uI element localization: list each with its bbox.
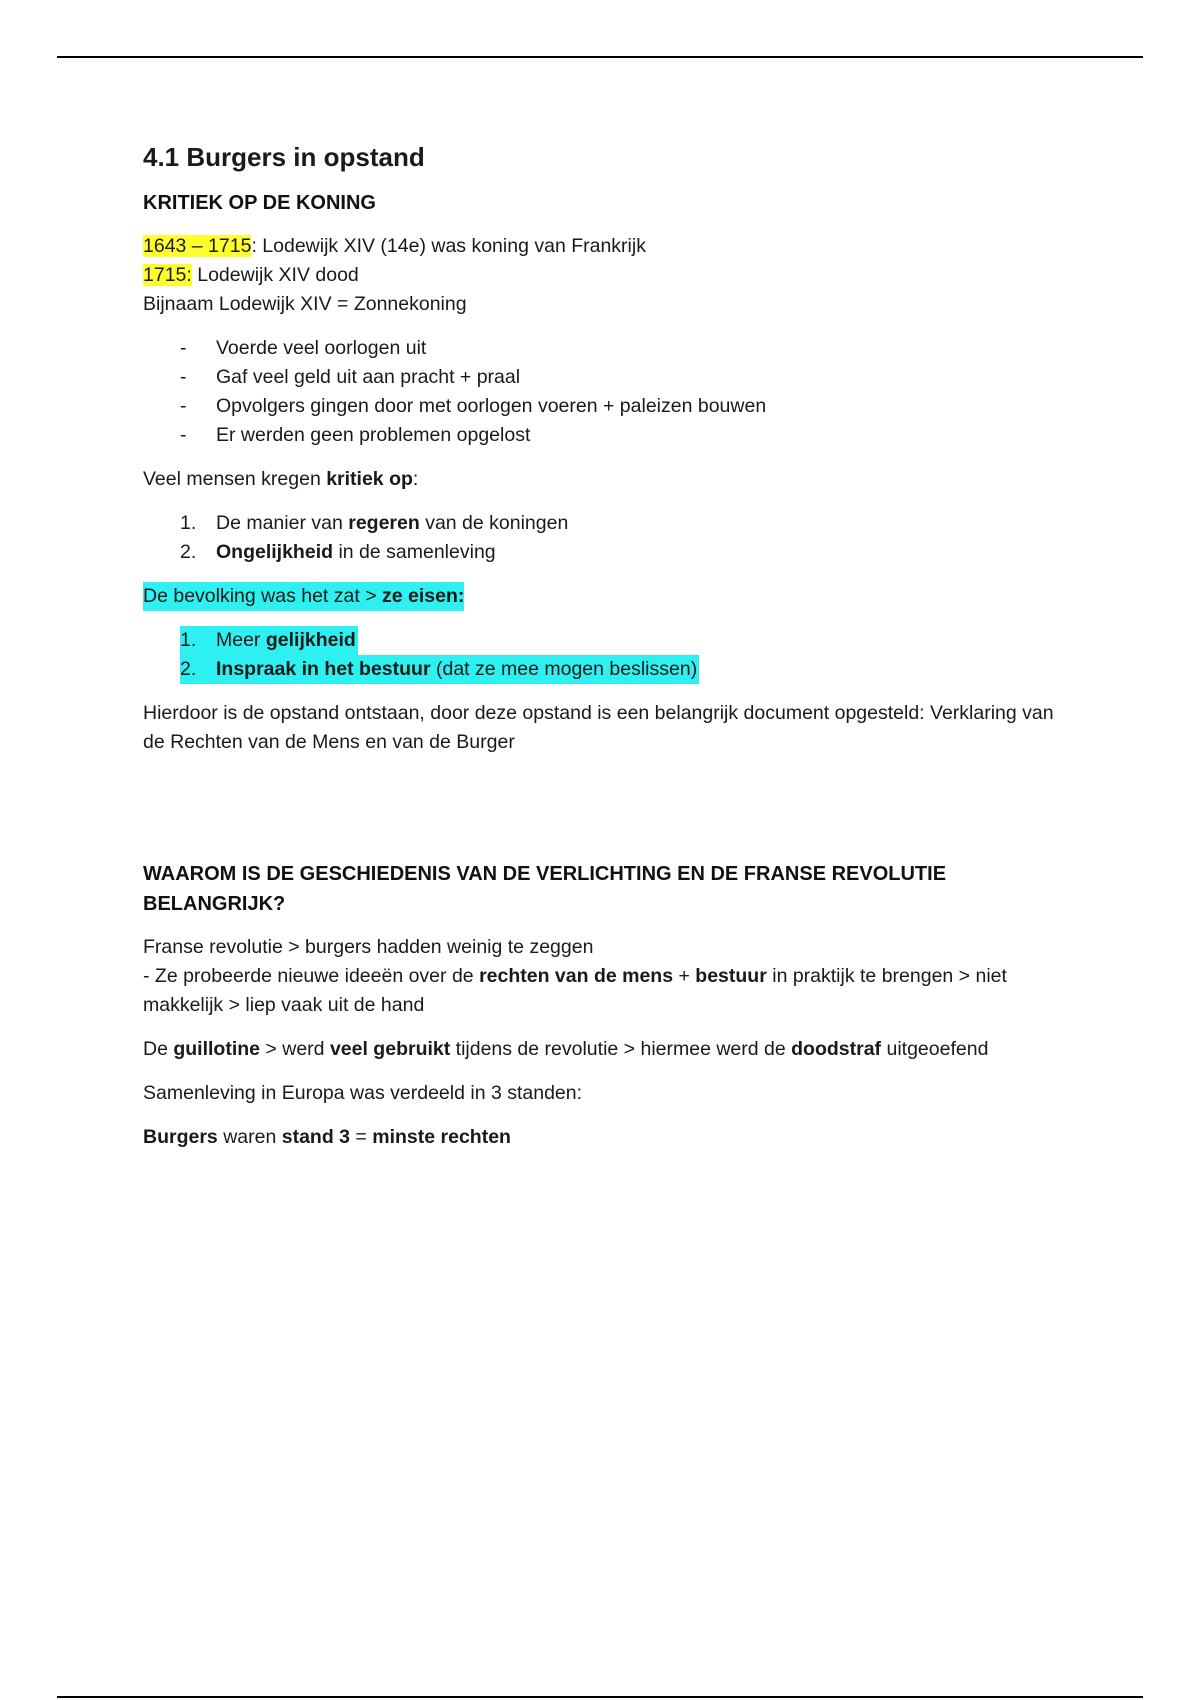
burgers-text: waren	[217, 1126, 282, 1148]
list-item-text: Opvolgers gingen door met oorlogen voeren + paleizen bouwen	[216, 395, 767, 417]
guillotine-text: uitgeoefend	[881, 1038, 989, 1060]
spacer	[143, 757, 1073, 859]
kritiek-intro-bold: kritiek op	[326, 468, 413, 490]
highlight-date-death: 1715:	[143, 264, 192, 286]
eisen-intro-text: De bevolking was het zat >	[143, 585, 383, 607]
list-number: 1.	[180, 629, 197, 651]
ideeen-line	[143, 962, 1073, 1020]
list-item	[143, 421, 1073, 450]
highlight-eisen	[143, 582, 464, 611]
header-rule	[57, 56, 1143, 58]
burgers-bold: stand 3	[281, 1126, 351, 1148]
list-item	[143, 392, 1073, 421]
revolutie-line: Franse revolutie > burgers hadden weinig te zeggen	[143, 936, 594, 958]
guillotine-bold: veel gebruikt	[329, 1038, 451, 1060]
ideeen-bold: bestuur	[695, 965, 767, 987]
date-line-reign	[143, 232, 1073, 261]
burgers-bold: minste rechten	[372, 1126, 511, 1148]
list-item-text: (dat ze mee mogen beslissen)	[430, 658, 698, 680]
list-number: 1.	[180, 512, 197, 534]
list-item-text: in de samenleving	[333, 541, 496, 563]
kritiek-intro-text: Veel mensen kregen	[143, 468, 327, 490]
dash-marker: -	[180, 366, 187, 388]
list-item	[143, 538, 1073, 567]
list-item-text: van de koningen	[419, 512, 569, 534]
highlight-date-reign: 1643 – 1715	[143, 235, 252, 257]
list-item-text: Er werden geen problemen opgelost	[216, 424, 531, 446]
guillotine-bold: guillotine	[173, 1038, 261, 1060]
kritiek-list	[143, 509, 1073, 567]
highlight-eisen-item	[180, 655, 699, 684]
dates-block	[143, 232, 1073, 319]
date-line-reign-text: : Lodewijk XIV (14e) was koning van Frankrijk	[251, 235, 646, 257]
burgers-text: =	[350, 1126, 373, 1148]
eisen-intro-bold: ze eisen:	[382, 585, 465, 607]
list-item-text: De manier van	[216, 512, 349, 534]
list-item-bold: Inspraak in het bestuur	[216, 658, 431, 680]
guillotine-line	[143, 1035, 1073, 1064]
list-item-bold: Ongelijkheid	[216, 541, 334, 563]
highlight-eisen-item	[180, 626, 358, 655]
list-item	[143, 626, 1073, 655]
list-item	[143, 509, 1073, 538]
guillotine-bold: doodstraf	[791, 1038, 882, 1060]
closing-paragraph: Hierdoor is de opstand ontstaan, door deze opstand is een belangrijk document opgesteld: Verklaring van de Rechten van de Mens en van de Burger	[143, 702, 1054, 753]
standen-line: Samenleving in Europa was verdeeld in 3 standen:	[143, 1082, 583, 1104]
date-line-death	[143, 261, 1073, 290]
guillotine-text: > werd	[260, 1038, 330, 1060]
section-heading-kritiek: KRITIEK OP DE KONING	[143, 192, 376, 214]
dash-marker: -	[180, 337, 187, 359]
dash-marker: -	[180, 395, 187, 417]
nickname-line: Bijnaam Lodewijk XIV = Zonnekoning	[143, 293, 467, 315]
burgers-line	[143, 1123, 1073, 1152]
list-item-text: Voerde veel oorlogen uit	[216, 337, 427, 359]
ideeen-text: +	[673, 965, 696, 987]
guillotine-text: De	[143, 1038, 174, 1060]
ideeen-text: - Ze probeerde nieuwe ideeën over de	[143, 965, 480, 987]
list-item-bold: gelijkheid	[265, 629, 356, 651]
section-heading-waarom: WAAROM IS DE GESCHIEDENIS VAN DE VERLICHTING EN DE FRANSE REVOLUTIE BELANGRIJK?	[143, 863, 947, 915]
revolutie-block	[143, 933, 1073, 1020]
list-item-bold: regeren	[348, 512, 420, 534]
list-item-text: Gaf veel geld uit aan pracht + praal	[216, 366, 521, 388]
list-item-text: Meer	[216, 629, 266, 651]
eisen-intro	[143, 582, 1073, 611]
kritiek-intro-colon: :	[412, 468, 419, 490]
burgers-bold: Burgers	[143, 1126, 218, 1148]
page-title: 4.1 Burgers in opstand	[143, 142, 425, 172]
list-item	[143, 655, 1073, 684]
document-body	[143, 140, 1073, 1167]
bullet-list	[143, 334, 1073, 450]
list-item	[143, 363, 1073, 392]
dash-marker: -	[180, 424, 187, 446]
list-item	[143, 334, 1073, 363]
footer-rule	[57, 1696, 1143, 1698]
ideeen-text: in praktijk te brengen > niet makkelijk > liep vaak uit de hand	[143, 965, 1007, 1016]
ideeen-bold: rechten van de mens	[479, 965, 674, 987]
kritiek-intro	[143, 465, 1073, 494]
list-number: 2.	[180, 658, 197, 680]
guillotine-text: tijdens de revolutie > hiermee werd de	[450, 1038, 792, 1060]
date-line-death-text: Lodewijk XIV dood	[191, 264, 359, 286]
list-number: 2.	[180, 541, 197, 563]
eisen-list	[143, 626, 1073, 684]
